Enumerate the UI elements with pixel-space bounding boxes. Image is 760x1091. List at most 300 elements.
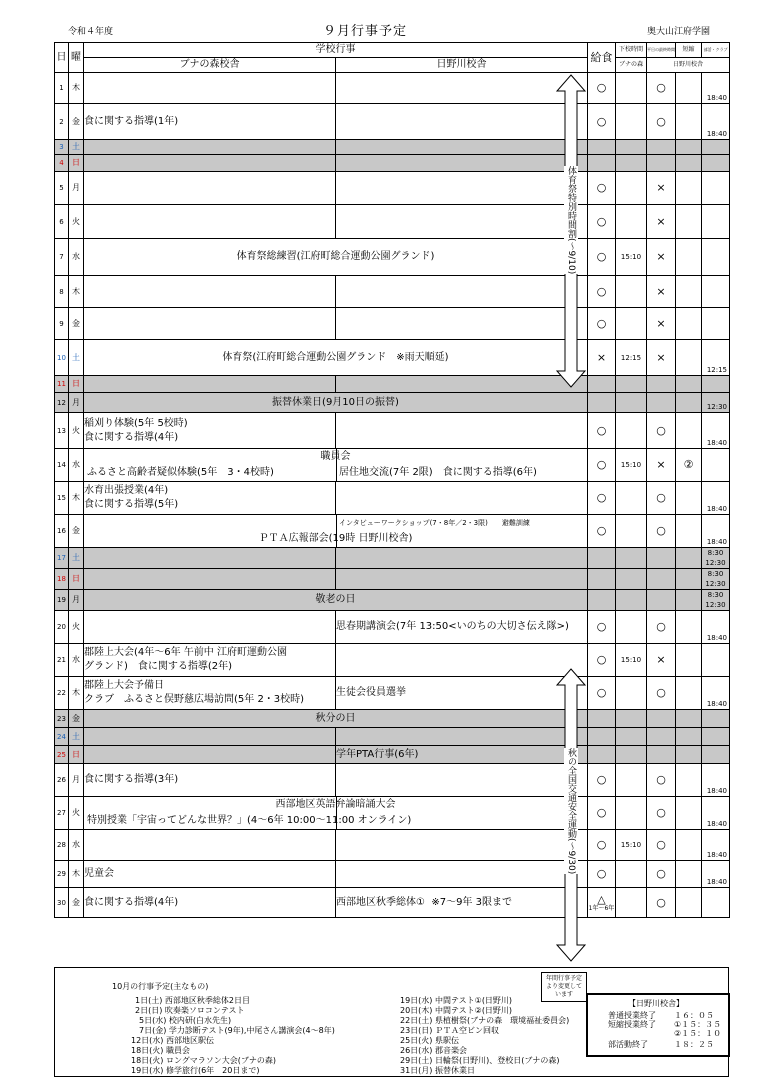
short-mark [676,644,702,677]
day-number: 12 [55,393,69,413]
page-title: ９月行事予定 [322,24,407,39]
dismiss-time [616,515,647,548]
col-dismiss: 下校時間 [616,43,647,58]
footer-left-item: 2日(日) 吹奏楽ソロコンテスト [135,1006,245,1015]
weekday: 土 [69,340,84,376]
club-end-time [702,140,730,155]
lunch-mark [588,746,616,764]
hino-mark: ○ [647,830,676,861]
dismiss-time [616,482,647,515]
club-end-time [702,172,730,205]
club-end-time: 8:30 12:30 [702,548,730,569]
short-mark [676,861,702,888]
short-mark [676,888,702,918]
dismiss-time [616,140,647,155]
weekday: 月 [69,590,84,611]
lunch-mark: ○ [588,449,616,482]
weekday: 土 [69,548,84,569]
hino-mark [647,140,676,155]
hino-mark: ○ [647,515,676,548]
day-number: 25 [55,746,69,764]
dismiss-time: 15:10 [616,239,647,276]
schedule-row [55,611,730,644]
dismiss-time [616,728,647,746]
box-label-1: 普通授業終了 [608,1011,656,1020]
event-hino [336,155,588,172]
weekday: 金 [69,515,84,548]
schedule-row [55,376,730,393]
event-buna: 稲刈り体験(5年 5校時) 食に関する指導(4年) [84,413,336,449]
col-short: 短縮 [676,43,702,58]
hino-mark [647,393,676,413]
club-end-time [702,710,730,728]
events-cell [84,797,588,830]
event-buna [84,308,336,340]
dismiss-time [616,710,647,728]
dismiss-time: 15:10 [616,449,647,482]
weekday: 月 [69,393,84,413]
day-number: 18 [55,569,69,590]
hino-mark: × [647,449,676,482]
lunch-mark: ○ [588,515,616,548]
club-end-time [702,888,730,918]
short-mark [676,104,702,140]
event-hino: 学年PTA行事(6年) [336,746,588,764]
day-number: 15 [55,482,69,515]
col-lunch: 給食 [588,43,616,73]
short-mark [676,413,702,449]
club-end-time: 12:30 [702,393,730,413]
club-end-time [702,728,730,746]
footer-right-item: 22日(土) 県植樹祭(ブナの森 環境福祉委員会) [400,1016,570,1025]
weekday: 月 [69,172,84,205]
short-mark [676,830,702,861]
lunch-mark: ○ [588,764,616,797]
event-span: ＰＴＡ広報部会(19時 日野川校舎) [258,533,413,544]
club-end-time: 18:40 [702,830,730,861]
event-buna [84,569,336,590]
footer-left-item: 18日(火) 職員会 [131,1046,190,1055]
short-mark [676,482,702,515]
hino-mark: ○ [647,764,676,797]
arrow-lower-label: 秋の全国交通安全運動(～9/30) [566,748,576,875]
footer-right-item: 19日(水) 中間テスト①(日野川) [400,996,513,1005]
event-hino [336,548,588,569]
dismiss-time [616,276,647,308]
event-shared: 西部地区英語弁論暗誦大会 [275,799,396,810]
club-end-time [702,644,730,677]
lunch-mark: × [588,340,616,376]
schedule-row [55,861,730,888]
hino-mark [647,728,676,746]
day-number: 7 [55,239,69,276]
hino-mark: × [647,308,676,340]
schedule-row [55,482,730,515]
hino-mark [647,376,676,393]
event-hino [336,376,588,393]
short-mark [676,340,702,376]
dismiss-time [616,611,647,644]
weekday: 土 [69,140,84,155]
day-number: 1 [55,73,69,104]
event-buna [84,205,336,239]
event-buna [84,746,336,764]
club-end-time: 18:40 [702,764,730,797]
club-end-time [702,276,730,308]
day-number: 3 [55,140,69,155]
dismiss-time [616,861,647,888]
box-label-2: 短縮授業終了 [608,1020,656,1029]
lunch-mark [588,376,616,393]
weekday: 日 [69,746,84,764]
lunch-mark: ○ [588,172,616,205]
dismiss-time [616,797,647,830]
club-end-time [702,239,730,276]
event-buna: 水育出張授業(4年) 食に関する指導(5年) [84,482,336,515]
event-span: 振替休業日(9月10日の振替) [84,393,588,413]
event-buna: ふるさと高齢者疑似体験(5年 3・4校時) [87,467,274,478]
dismiss-time [616,205,647,239]
col-school-events: 学校行事 [84,43,588,58]
lunch-mark: ○ [588,413,616,449]
weekday: 水 [69,239,84,276]
lunch-mark: ○ [588,73,616,104]
footer-right-item: 31日(月) 振替休業日 [400,1066,475,1075]
event-hino: 生徒会役員選挙 [336,677,588,710]
weekday: 日 [69,569,84,590]
club-end-time: 8:30 12:30 [702,590,730,611]
event-buna: 児童会 [84,861,336,888]
dismiss-time [616,104,647,140]
hino-mark [647,710,676,728]
weekday: 土 [69,728,84,746]
col-buna: ブナの森校舎 [84,58,336,73]
dismiss-time [616,172,647,205]
event-hino [336,413,588,449]
day-number: 8 [55,276,69,308]
weekday: 火 [69,205,84,239]
schedule-row [55,172,730,205]
schedule-row [55,728,730,746]
day-number: 2 [55,104,69,140]
event-hino [336,73,588,104]
arrow-upper-label: 体育祭特別時間割(～9/10) [566,166,576,275]
short-mark [676,155,702,172]
events-cell [84,449,588,482]
schedule-row [55,276,730,308]
hino-mark: × [647,276,676,308]
dismiss-time [616,590,647,611]
club-end-time [702,308,730,340]
col-hino: 日野川校舎 [336,58,588,73]
col-dismiss-sub: 平日の最終時間 [647,43,676,58]
change-note: 年間行事予定より変更しています [541,972,587,1002]
footer-left-item: 7日(金) 学力診断テスト(9年),中尾さん講演会(4～8年) [139,1026,335,1035]
club-end-time [702,746,730,764]
short-mark [676,548,702,569]
schedule-row [55,830,730,861]
schedule-row [55,104,730,140]
dismiss-time [616,73,647,104]
schedule-row [55,393,730,413]
short-mark [676,797,702,830]
event-buna: 郡陸上大会(4年～6年 午前中 江府町運動公園 グランド) 食に関する指導(2年) [84,644,336,677]
footer-right-item: 26日(水) 郡音楽会 [400,1046,467,1055]
day-number: 30 [55,888,69,918]
dismiss-time [616,308,647,340]
event-shared: 職員会 [320,451,351,462]
day-number: 14 [55,449,69,482]
short-mark [676,172,702,205]
hino-mark [647,746,676,764]
weekday: 金 [69,710,84,728]
schedule-row [55,710,730,728]
dismiss-time [616,393,647,413]
event-hino [336,644,588,677]
weekday: 木 [69,861,84,888]
schedule-row [55,515,730,548]
day-number: 26 [55,764,69,797]
events-cell [84,515,588,548]
lunch-mark: ○ [588,644,616,677]
day-number: 4 [55,155,69,172]
event-hino [336,172,588,205]
lunch-symbol: △ [597,892,606,906]
schedule-row [55,569,730,590]
day-number: 27 [55,797,69,830]
schedule-row [55,746,730,764]
event-span: 体育祭総練習(江府町総合運動公園グランド) [84,239,588,276]
event-buna [84,155,336,172]
club-end-time [702,376,730,393]
lunch-mark: ○ [588,276,616,308]
col-long-sub: 部活・クラブ [702,43,730,58]
lunch-mark [588,728,616,746]
weekday: 金 [69,308,84,340]
event-buna [84,728,336,746]
box-value-2b: ②１５：１０ [674,1029,722,1038]
dismiss-time: 15:10 [616,830,647,861]
weekday: 火 [69,611,84,644]
lunch-mark [588,155,616,172]
club-end-time: 18:40 [702,797,730,830]
day-number: 21 [55,644,69,677]
hino-mark: ○ [647,482,676,515]
box-value-2a: ①１５：３５ [674,1020,722,1029]
weekday: 日 [69,376,84,393]
lunch-mark: ○ [588,677,616,710]
weekday: 木 [69,276,84,308]
event-buna [84,830,336,861]
lunch-mark: ○ [588,308,616,340]
footer-right-item: 23日(日) ＰＴＡ空ビン回収 [400,1026,499,1035]
lunch-note: 1年～6年 [588,904,615,912]
dismiss-time [616,677,647,710]
short-mark [676,205,702,239]
hino-mark [647,590,676,611]
weekday: 火 [69,413,84,449]
day-number: 11 [55,376,69,393]
lunch-mark [588,569,616,590]
schedule-row [55,677,730,710]
school-name: 奥大山江府学園 [647,27,711,37]
col-day: 日 [55,43,69,73]
weekday: 水 [69,644,84,677]
dismiss-time [616,413,647,449]
schedule-row [55,413,730,449]
schedule-row [55,73,730,104]
day-number: 9 [55,308,69,340]
box-value-1: １６：０５ [674,1011,714,1020]
schedule-row [55,644,730,677]
footer-heading: 10月の行事予定(主なもの) [112,982,209,991]
weekday: 金 [69,104,84,140]
day-number: 23 [55,710,69,728]
footer-right-item: 20日(木) 中間テスト②(日野川) [400,1006,513,1015]
lunch-mark: ○ [588,797,616,830]
hino-mark: ○ [647,413,676,449]
event-hino: 思春期講演会(7年 13:50<いのちの大切さ伝え隊>) [336,611,588,644]
hino-mark: × [647,644,676,677]
schedule-table [54,42,730,918]
hino-mark: ○ [647,888,676,918]
lunch-mark [588,140,616,155]
event-buna [84,172,336,205]
short-mark [676,710,702,728]
club-end-time: 18:40 [702,482,730,515]
event-hino [336,569,588,590]
lunch-mark: ○ [588,104,616,140]
hino-mark: ○ [647,861,676,888]
club-end-time [702,449,730,482]
event-hino [336,276,588,308]
day-number: 28 [55,830,69,861]
footer-right-item: 29日(土) 日輪祭(日野川)、登校日(ブナの森) [400,1056,560,1065]
hino-mark: × [647,239,676,276]
short-mark [676,677,702,710]
short-mark [676,746,702,764]
short-mark [676,376,702,393]
day-number: 10 [55,340,69,376]
dismiss-time [616,569,647,590]
event-buna [84,140,336,155]
schedule-row [55,340,730,376]
club-end-time: 18:40 [702,515,730,548]
short-mark [676,393,702,413]
hino-mark: × [647,205,676,239]
day-number: 20 [55,611,69,644]
schedule-row [55,548,730,569]
short-mark [676,239,702,276]
club-end-time: 18:40 [702,611,730,644]
hino-mark [647,548,676,569]
box-label-3: 部活動終了 [608,1040,648,1049]
dismiss-time: 15:10 [616,644,647,677]
short-mark [676,611,702,644]
hino-mark [647,155,676,172]
hino-mark: ○ [647,611,676,644]
short-mark: ② [676,449,702,482]
day-number: 22 [55,677,69,710]
schedule-row [55,797,730,830]
day-number: 29 [55,861,69,888]
day-number: 24 [55,728,69,746]
col-hino-short: 日野川校舎 [647,58,730,73]
lunch-mark [588,548,616,569]
dismiss-time [616,764,647,797]
hino-mark: × [647,172,676,205]
footer-left-item: 5日(水) 校内研(白水先生) [139,1016,232,1025]
event-hino-top: インタビューワークショップ(7・8年／2・3限) 避難訓練 [339,519,530,527]
short-mark [676,308,702,340]
club-end-time: 8:30 12:30 [702,569,730,590]
event-hino [336,104,588,140]
weekday: 水 [69,449,84,482]
day-number: 13 [55,413,69,449]
hino-mark [647,569,676,590]
footer-left-item: 18日(火) ロングマラソン大会(ブナの森) [131,1056,277,1065]
short-mark [676,764,702,797]
weekday: 木 [69,677,84,710]
dismiss-time [616,155,647,172]
club-end-time: 18:40 [702,861,730,888]
dismiss-time [616,888,647,918]
event-span: 体育祭(江府町総合運動公園グランド ※雨天順延) [84,340,588,376]
event-buna: 郡陸上大会予備日 クラブ ふるさと俣野慈広場訪問(5年 2・3校時) [84,677,336,710]
short-mark [676,73,702,104]
dismiss-time [616,746,647,764]
year-label: 令和４年度 [68,27,114,37]
club-end-time: 18:40 [702,73,730,104]
col-buna-short: ブナの森 [616,58,647,73]
day-number: 16 [55,515,69,548]
event-hino [336,830,588,861]
weekday: 木 [69,482,84,515]
club-end-time [702,205,730,239]
event-span: 敬老の日 [84,590,588,611]
col-dow: 曜 [69,43,84,73]
box-title: 【日野川校舎】 [628,999,684,1008]
event-hino [336,764,588,797]
event-hino [336,308,588,340]
weekday: 月 [69,764,84,797]
schedule-row [55,590,730,611]
event-buna [84,611,336,644]
schedule-row [55,764,730,797]
event-hino [336,482,588,515]
day-number: 5 [55,172,69,205]
weekday: 木 [69,73,84,104]
hino-mark: ○ [647,677,676,710]
short-mark [676,590,702,611]
event-buna [84,276,336,308]
event-buna: 食に関する指導(1年) [84,104,336,140]
lunch-mark: ○ [588,830,616,861]
dismiss-time [616,548,647,569]
dismiss-time [616,376,647,393]
event-buna [84,548,336,569]
event-hino [336,861,588,888]
club-end-time [702,155,730,172]
footer-right-item: 25日(火) 県駅伝 [400,1036,459,1045]
hino-mark: ○ [647,797,676,830]
hino-mark: ○ [647,73,676,104]
club-end-time: 18:40 [702,677,730,710]
event-span: 特別授業「宇宙ってどんな世界？」(4～6年 10:00～11:00 オンライン) [87,815,412,826]
weekday: 日 [69,155,84,172]
short-mark [676,140,702,155]
schedule-row [55,449,730,482]
